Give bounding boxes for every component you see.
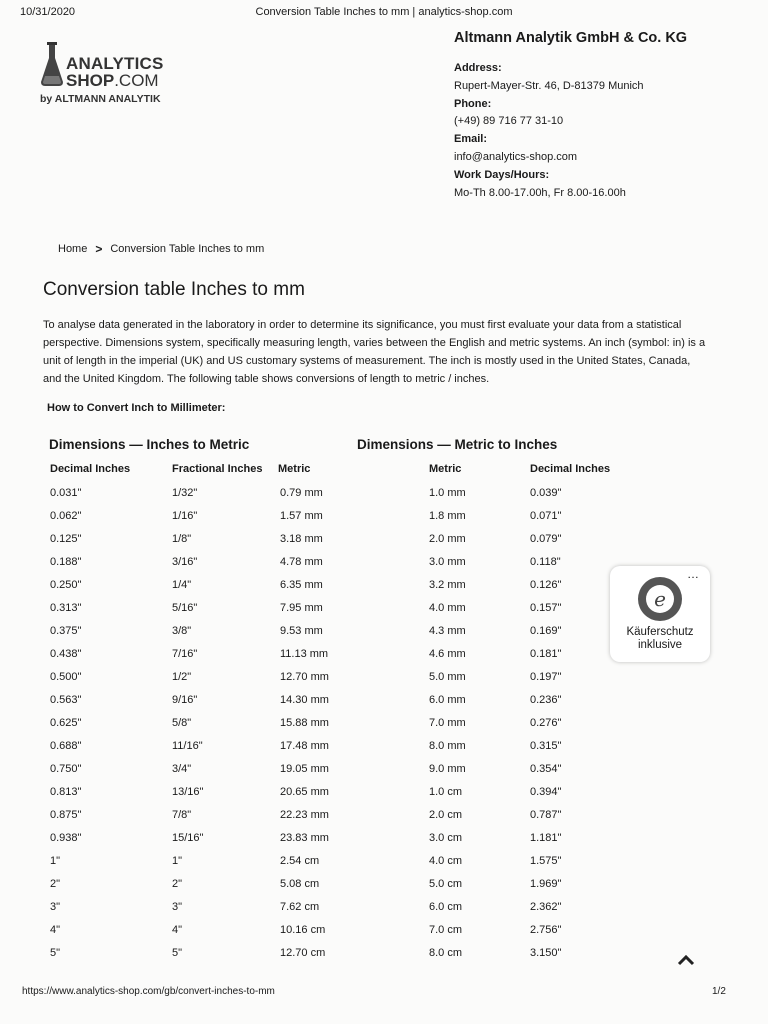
metric-table-cell: 8.0 mm <box>429 740 466 752</box>
site-logo[interactable] <box>40 42 190 108</box>
inches-to-metric-title: Dimensions — Inches to Metric <box>49 437 250 452</box>
breadcrumb <box>58 242 264 256</box>
inches-table-cell: 0.813" <box>50 786 82 798</box>
breadcrumb-current: Conversion Table Inches to mm <box>110 243 265 255</box>
inches-table-cell: 5/16" <box>172 602 198 614</box>
inches-table-cell: 13/16" <box>172 786 204 798</box>
metric-table-cell: 5.0 cm <box>429 878 463 890</box>
metric-table-cell: 3.2 mm <box>429 579 466 591</box>
metric-table-cell: 1.969" <box>530 878 562 890</box>
print-date: 10/31/2020 <box>20 6 76 18</box>
inches-table-cell: 22.23 mm <box>280 809 329 821</box>
inches-table-cell: 3/8" <box>172 625 192 637</box>
inches-table-cell: 4" <box>172 924 183 936</box>
inches-table-cell: 9/16" <box>172 694 198 706</box>
svg-text:e: e <box>654 587 666 611</box>
inches-table-cell: 0.875" <box>50 809 82 821</box>
metric-table-cell: 1.575" <box>530 855 562 867</box>
metric-table-cell: 8.0 cm <box>429 947 463 959</box>
inches-table-cell: 15.88 mm <box>280 717 329 729</box>
metric-table-cell: 7.0 cm <box>429 924 463 936</box>
inches-table-cell: 0.062" <box>50 510 82 522</box>
contact-block <box>454 60 644 202</box>
metric-table-cell: 0.181" <box>530 648 562 660</box>
metric-table-cell: 6.0 cm <box>429 901 463 913</box>
inches-table-cell: 5" <box>172 947 183 959</box>
metric-table-cell: 2.0 cm <box>429 809 463 821</box>
inches-table-cell: 4.78 mm <box>280 556 323 568</box>
inches-table-cell: 0.625" <box>50 717 82 729</box>
inches-table-cell: 19.05 mm <box>280 763 329 775</box>
inches-table-cell: 1/4" <box>172 579 192 591</box>
metric-table-cell: 4.0 cm <box>429 855 463 867</box>
email-label: Email: <box>454 133 488 146</box>
metric-table-cell: 1.8 mm <box>429 510 466 522</box>
col-header-decimal-inches-2: Decimal Inches <box>530 463 611 475</box>
metric-table-cell: 4.0 mm <box>429 602 466 614</box>
hours-label: Work Days/Hours: <box>454 168 550 181</box>
inches-table-cell: 4" <box>50 924 61 936</box>
inches-table-cell: 5" <box>50 947 61 959</box>
inches-table-cell: 12.70 mm <box>280 671 329 683</box>
metric-table-cell: 5.0 mm <box>429 671 466 683</box>
metric-table-cell: 0.276" <box>530 717 562 729</box>
col-header-metric-2: Metric <box>429 463 462 475</box>
hours-value: Mo-Th 8.00-17.00h, Fr 8.00-16.00h <box>454 186 626 199</box>
metric-table-cell: 0.236" <box>530 694 562 706</box>
inches-table-cell: 11/16" <box>172 740 203 752</box>
logo-text-shop: SHOP.COM <box>66 71 159 90</box>
inches-table-cell: 2" <box>172 878 183 890</box>
inches-table-cell: 1.57 mm <box>280 510 323 522</box>
address-label: Address: <box>454 62 502 74</box>
trusted-shops-badge[interactable] <box>610 566 710 662</box>
inches-table-cell: 11.13 mm <box>280 648 329 660</box>
col-header-metric: Metric <box>278 463 311 475</box>
metric-table-cell: 7.0 mm <box>429 717 466 729</box>
print-page-title: Conversion Table Inches to mm | analytics-shop.com <box>255 6 513 18</box>
inches-table-cell: 17.48 mm <box>280 740 329 752</box>
metric-table-cell: 0.315" <box>530 740 562 752</box>
footer-url: https://www.analytics-shop.com/gb/convert-inches-to-mm <box>22 986 275 997</box>
page-number: 1/2 <box>712 986 726 997</box>
inches-table-cell: 7.95 mm <box>280 602 323 614</box>
inches-table-cell: 0.750" <box>50 763 82 775</box>
inches-table-cell: 0.79 mm <box>280 487 323 499</box>
flask-icon <box>40 42 64 86</box>
inches-table-cell: 0.188" <box>50 556 82 568</box>
company-name: Altmann Analytik GmbH & Co. KG <box>454 30 688 46</box>
inches-table-cell: 6.35 mm <box>280 579 323 591</box>
inches-table-cell: 1/32" <box>172 487 198 499</box>
inches-table-cell: 5.08 cm <box>280 878 320 890</box>
metric-to-inches-title: Dimensions — Metric to Inches <box>357 437 558 452</box>
inches-table-cell: 15/16" <box>172 832 204 844</box>
intro-paragraph: To analyse data generated in the laboratory in order to determine its significance, you must first evaluate your data from a statistical perspective. Dimensions system, specifically measuring length, varies between the English and metric systems. An inch (symbol: in) is a unit of length in the imperial (UK) and US customary systems of measurement. The inch is mostly used in the United States, Canada, and the United Kingdom. The following table shows conversions of length to metric / inches. <box>43 319 706 385</box>
inches-table-cell: 3.18 mm <box>280 533 323 545</box>
metric-table-cell: 0.787" <box>530 809 562 821</box>
inches-table-cell: 0.031" <box>50 487 82 499</box>
breadcrumb-home-link[interactable]: Home <box>58 243 88 255</box>
metric-table-cell: 0.039" <box>530 487 562 499</box>
inches-table-cell: 0.250" <box>50 579 82 591</box>
metric-table-cell: 1.181" <box>530 832 562 844</box>
address-value: Rupert-Mayer-Str. 46, D-81379 Munich <box>454 79 644 92</box>
metric-table-cell: 2.362" <box>530 901 562 913</box>
inches-table-cell: 23.83 mm <box>280 832 329 844</box>
email-value[interactable]: info@analytics-shop.com <box>454 150 578 163</box>
metric-table-cell: 1.0 mm <box>429 487 466 499</box>
metric-table-cell: 0.118" <box>530 556 561 568</box>
inches-table-cell: 1" <box>172 855 183 867</box>
chevron-up-icon[interactable] <box>676 952 696 968</box>
logo-byline: by ALTMANN ANALYTIK <box>40 93 161 105</box>
col-header-fractional-inches: Fractional Inches <box>172 463 263 475</box>
chevron-right-icon: > <box>95 242 103 256</box>
metric-table-cell: 9.0 mm <box>429 763 466 775</box>
logo-text-analytics: ANALYTICS <box>66 54 164 73</box>
metric-table-cell: 4.3 mm <box>429 625 466 637</box>
metric-table-cell: 0.354" <box>530 763 562 775</box>
inches-table-cell: 0.125" <box>50 533 82 545</box>
phone-label: Phone: <box>454 97 492 110</box>
inches-table-cell: 0.438" <box>50 648 82 660</box>
metric-table-cell: 3.0 cm <box>429 832 463 844</box>
inches-table-cell: 9.53 mm <box>280 625 323 637</box>
metric-table-cell: 4.6 mm <box>429 648 466 660</box>
inches-table-cell: 20.65 mm <box>280 786 329 798</box>
inches-table-cell: 0.688" <box>50 740 82 752</box>
badge-text: Käuferschutz inklusive <box>626 626 694 651</box>
metric-table-cell: 0.079" <box>530 533 562 545</box>
more-options-icon[interactable]: … <box>687 567 700 581</box>
inches-table-cell: 3" <box>172 901 183 913</box>
phone-value[interactable]: (+49) 89 716 77 31-10 <box>454 115 564 128</box>
metric-table-cell: 2.756" <box>530 924 562 936</box>
inches-table-cell: 1" <box>50 855 61 867</box>
inches-table-cell: 1/8" <box>172 533 192 545</box>
metric-table-cell: 0.394" <box>530 786 562 798</box>
inches-table-cell: 0.313" <box>50 602 82 614</box>
inches-table-cell: 14.30 mm <box>280 694 329 706</box>
inches-table-cell: 7/8" <box>172 809 192 821</box>
inches-table-cell: 5/8" <box>172 717 192 729</box>
inches-table-cell: 1/16" <box>172 510 198 522</box>
metric-table-cell: 0.157" <box>530 602 562 614</box>
metric-table-cell: 3.150" <box>530 947 562 959</box>
metric-table-cell: 0.197" <box>530 671 562 683</box>
inches-table-cell: 7/16" <box>172 648 198 660</box>
inches-table-cell: 0.563" <box>50 694 82 706</box>
metric-table-cell: 0.071" <box>530 510 562 522</box>
inches-table-cell: 0.500" <box>50 671 82 683</box>
inches-table-cell: 3/4" <box>172 763 192 775</box>
inches-table-cell: 2" <box>50 878 61 890</box>
metric-table-cell: 0.126" <box>530 579 562 591</box>
inches-table-cell: 7.62 cm <box>280 901 320 913</box>
inches-table-cell: 10.16 cm <box>280 924 326 936</box>
inches-table-cell: 2.54 cm <box>280 855 320 867</box>
metric-table-cell: 2.0 mm <box>429 533 466 545</box>
inches-table-cell: 0.375" <box>50 625 82 637</box>
trusted-shops-seal-icon <box>637 576 683 622</box>
metric-table-cell: 1.0 cm <box>429 786 463 798</box>
inches-table-cell: 12.70 cm <box>280 947 326 959</box>
col-header-decimal-inches: Decimal Inches <box>50 463 131 475</box>
inches-table-cell: 1/2" <box>172 671 192 683</box>
inches-table-cell: 3" <box>50 901 61 913</box>
page-title: Conversion table Inches to mm <box>43 279 305 300</box>
metric-table-cell: 6.0 mm <box>429 694 466 706</box>
metric-table-cell: 0.169" <box>530 625 562 637</box>
inches-table-cell: 0.938" <box>50 832 82 844</box>
inches-table-cell: 3/16" <box>172 556 198 568</box>
metric-table-cell: 3.0 mm <box>429 556 466 568</box>
howto-heading: How to Convert Inch to Millimeter: <box>47 402 226 414</box>
